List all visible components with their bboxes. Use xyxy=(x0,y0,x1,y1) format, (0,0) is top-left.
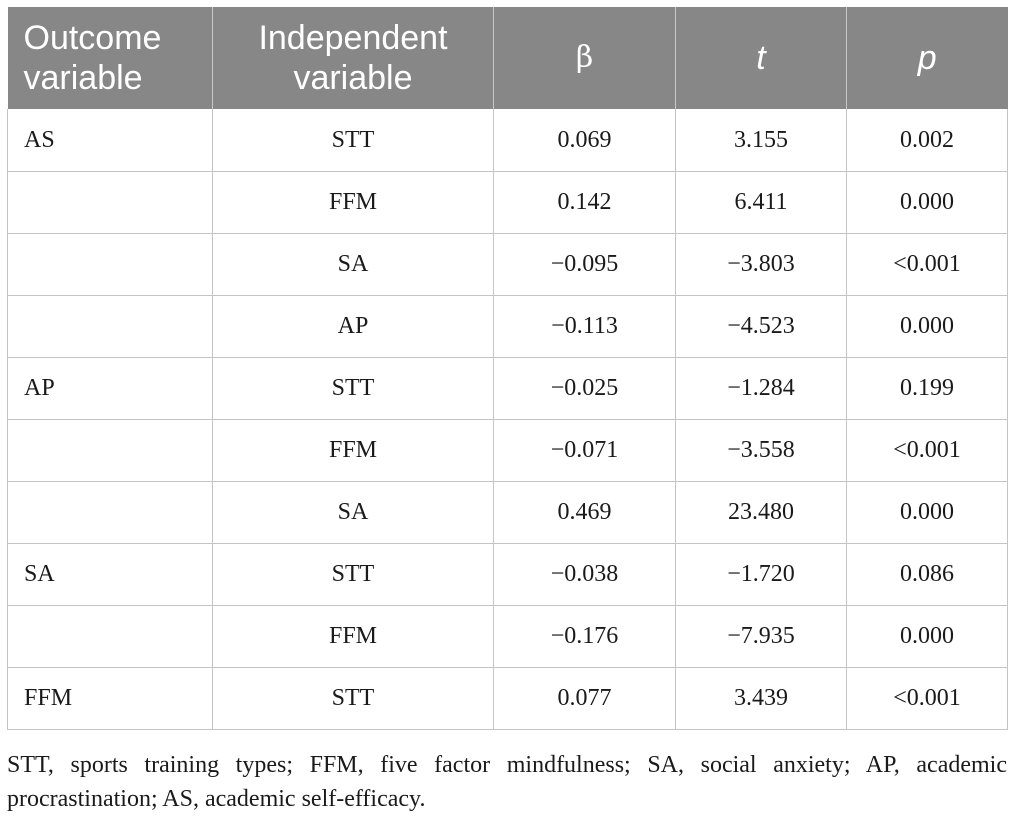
table-row xyxy=(8,606,1008,668)
cell-p: <0.001 xyxy=(847,668,1008,730)
cell-t: 23.480 xyxy=(676,482,847,544)
cell-t: −3.803 xyxy=(676,234,847,296)
cell-outcome: AP xyxy=(8,358,213,420)
cell-t: −3.558 xyxy=(676,420,847,482)
cell-t: −1.284 xyxy=(676,358,847,420)
cell-independent: STT xyxy=(213,109,494,172)
table-row xyxy=(8,544,1008,606)
table-row xyxy=(8,668,1008,730)
cell-t: −4.523 xyxy=(676,296,847,358)
cell-p: 0.002 xyxy=(847,109,1008,172)
cell-beta: 0.069 xyxy=(494,109,676,172)
cell-independent: SA xyxy=(213,482,494,544)
regression-table xyxy=(7,7,1008,730)
cell-outcome xyxy=(8,420,213,482)
cell-beta: −0.113 xyxy=(494,296,676,358)
cell-outcome: SA xyxy=(8,544,213,606)
cell-beta: −0.025 xyxy=(494,358,676,420)
cell-independent: STT xyxy=(213,668,494,730)
table-row xyxy=(8,296,1008,358)
cell-beta: −0.071 xyxy=(494,420,676,482)
cell-outcome xyxy=(8,296,213,358)
header-t: t xyxy=(676,7,847,109)
cell-independent: SA xyxy=(213,234,494,296)
cell-t: −7.935 xyxy=(676,606,847,668)
cell-p: 0.199 xyxy=(847,358,1008,420)
table-row xyxy=(8,234,1008,296)
table-row xyxy=(8,420,1008,482)
cell-independent: FFM xyxy=(213,420,494,482)
cell-outcome xyxy=(8,482,213,544)
cell-beta: 0.077 xyxy=(494,668,676,730)
cell-t: 3.439 xyxy=(676,668,847,730)
cell-p: 0.000 xyxy=(847,172,1008,234)
cell-outcome xyxy=(8,606,213,668)
cell-independent: STT xyxy=(213,358,494,420)
cell-p: 0.000 xyxy=(847,296,1008,358)
cell-p: 0.000 xyxy=(847,482,1008,544)
cell-independent: STT xyxy=(213,544,494,606)
cell-independent: FFM xyxy=(213,172,494,234)
cell-beta: 0.142 xyxy=(494,172,676,234)
header-p: p xyxy=(847,7,1008,109)
table-row xyxy=(8,109,1008,172)
cell-p: 0.000 xyxy=(847,606,1008,668)
cell-outcome: AS xyxy=(8,109,213,172)
header-outcome-variable: Outcome variable xyxy=(8,7,213,109)
cell-beta: 0.469 xyxy=(494,482,676,544)
header-row xyxy=(8,7,1008,109)
cell-t: 3.155 xyxy=(676,109,847,172)
table-row xyxy=(8,172,1008,234)
cell-t: 6.411 xyxy=(676,172,847,234)
cell-beta: −0.176 xyxy=(494,606,676,668)
cell-p: <0.001 xyxy=(847,420,1008,482)
cell-outcome xyxy=(8,234,213,296)
table-row xyxy=(8,482,1008,544)
table-body xyxy=(8,109,1008,730)
cell-p: 0.086 xyxy=(847,544,1008,606)
header-beta: β xyxy=(494,7,676,109)
table-footnote: STT, sports training types; FFM, five factor mindfulness; SA, social anxiety; AP, academic procrastination; AS, academic self-efficacy. xyxy=(7,752,1007,812)
cell-p: <0.001 xyxy=(847,234,1008,296)
cell-beta: −0.038 xyxy=(494,544,676,606)
cell-beta: −0.095 xyxy=(494,234,676,296)
regression-table-container xyxy=(7,7,1007,730)
header-independent-variable: Independent variable xyxy=(213,7,494,109)
cell-t: −1.720 xyxy=(676,544,847,606)
cell-independent: FFM xyxy=(213,606,494,668)
table-row xyxy=(8,358,1008,420)
cell-outcome: FFM xyxy=(8,668,213,730)
cell-outcome xyxy=(8,172,213,234)
cell-independent: AP xyxy=(213,296,494,358)
